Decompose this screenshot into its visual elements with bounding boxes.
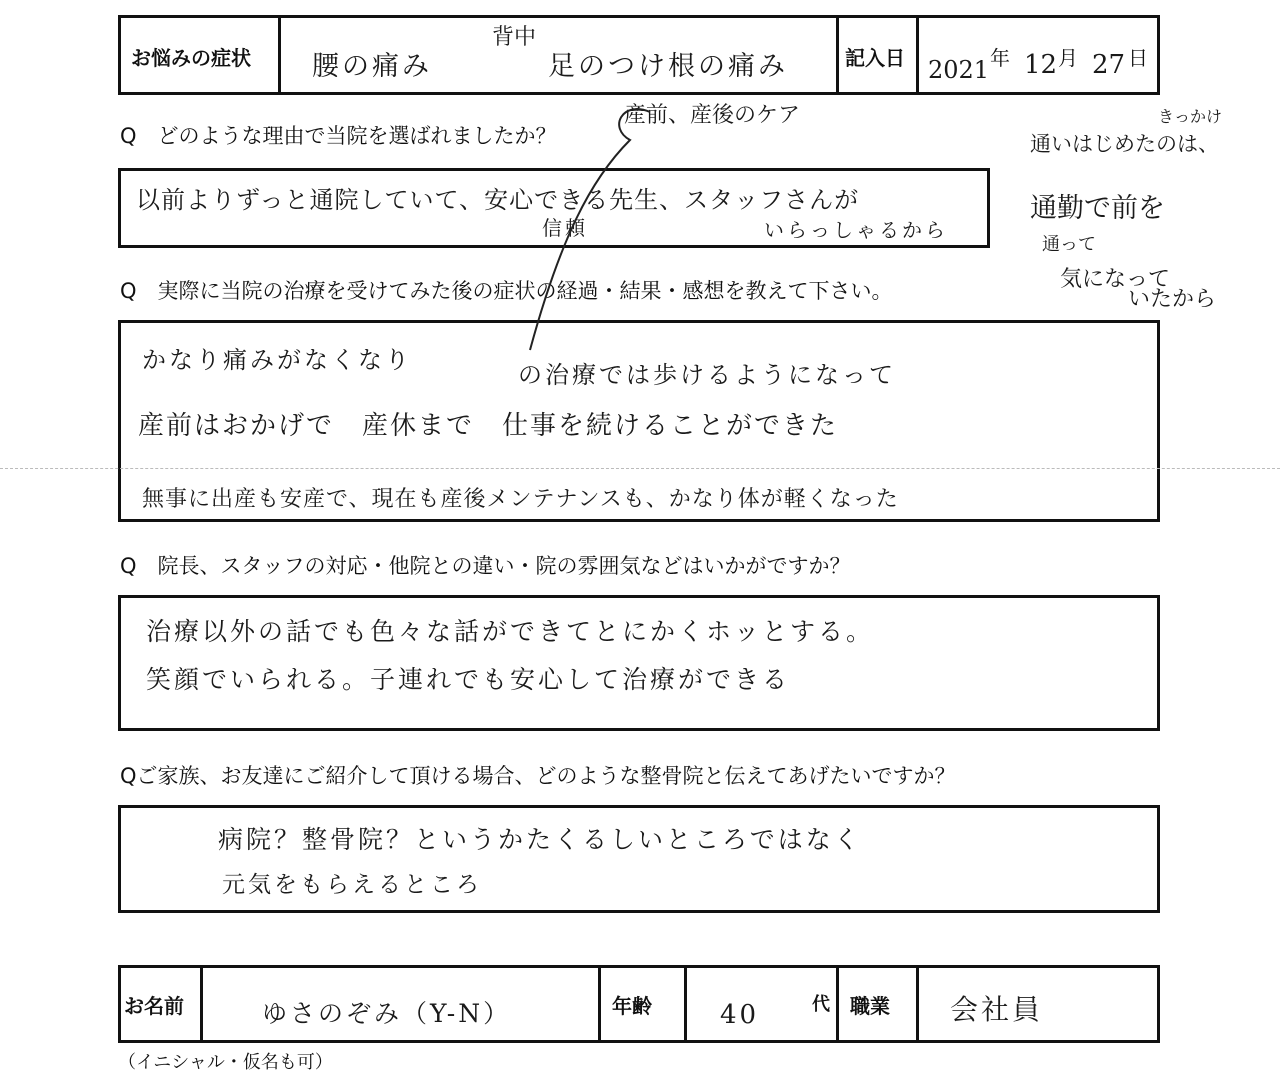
q3-answer-line-2: 笑顔でいられる。子連れでも安心して治療ができる	[146, 665, 791, 694]
year-value: 2021	[928, 56, 990, 84]
name-label: お名前	[124, 994, 184, 1018]
year-unit: 年	[990, 46, 1010, 70]
footer-divider	[916, 965, 919, 1043]
q2-answer-line-1b: の治療では歩けるようになって	[518, 361, 896, 389]
handwritten-arrow	[500, 100, 700, 370]
q1-side-note-5: いたから	[1128, 287, 1217, 312]
footer-divider	[684, 965, 687, 1043]
q1-question: Q どのような理由で当院を選ばれましたか？	[120, 124, 557, 148]
q1-side-note-3: 通って	[1042, 234, 1096, 255]
q2-answer-line-1a: かなり痛みがなくなり	[142, 346, 412, 374]
q1-side-note-4: 気になって	[1060, 267, 1171, 292]
date-label: 記入日	[845, 46, 905, 70]
q4-answer-line-2: 元気をもらえるところ	[222, 872, 482, 898]
job-value: 会社員	[950, 993, 1044, 1026]
footer-divider	[836, 965, 839, 1043]
month-unit: 月	[1058, 46, 1078, 70]
q3-answer-line-1: 治療以外の話でも色々な話ができてとにかくホッとする。	[146, 617, 875, 646]
age-unit: 代	[812, 994, 830, 1015]
day-value: 27	[1092, 50, 1126, 80]
symptom-value-2: 足のつけ根の痛み	[548, 51, 788, 82]
header-divider	[916, 15, 919, 95]
q1-answer-line-2a: 信頼	[542, 216, 588, 240]
paper-fold-line	[0, 468, 1280, 470]
q2-answer-line-2: 産前はおかげで 産休まで 仕事を続けることができた	[138, 411, 839, 441]
name-note: （イニシャル・仮名も可）	[118, 1052, 333, 1073]
q3-question: Q 院長、スタッフの対応・他院との違い・院の雰囲気などはいかがですか？	[120, 554, 851, 578]
footer-divider	[598, 965, 601, 1043]
q1-answer-note-top: 産前、産後のケア	[624, 103, 801, 128]
header-divider	[278, 15, 281, 95]
q1-answer-line-2b: いらっしゃるから	[764, 218, 948, 242]
q2-answer-line-3: 無事に出産も安産で、現在も産後メンテナンスも、かなり体が軽くなった	[142, 487, 899, 512]
q1-side-note-2: 通勤で前を	[1030, 193, 1165, 224]
age-value: 40	[720, 1000, 760, 1030]
header-divider	[836, 15, 839, 95]
age-label: 年齢	[612, 994, 652, 1018]
month-value: 12	[1024, 50, 1058, 80]
day-unit: 日	[1128, 46, 1148, 70]
symptom-value-note: 背中	[492, 25, 537, 50]
q1-answer-line-1: 以前よりずっと通院していて、安心できる先生、スタッフさんが	[136, 186, 860, 214]
q1-side-note-1: 通いはじめたのは、	[1030, 132, 1219, 156]
footer-divider	[200, 965, 203, 1043]
symptom-label: お悩みの症状	[131, 46, 251, 70]
name-value: ゆさのぞみ（Y-N）	[262, 999, 512, 1028]
q4-question: Qご家族、お友達にご紹介して頂ける場合、どのような整骨院と伝えてあげたいですか？	[120, 764, 956, 788]
q2-question: Q 実際に当院の治療を受けてみた後の症状の経過・結果・感想を教えて下さい。	[120, 279, 893, 303]
job-label: 職業	[850, 994, 890, 1018]
q4-answer-line-1: 病院？整骨院？というかたくるしいところではなく	[218, 825, 862, 854]
symptom-value: 腰の痛み	[312, 51, 432, 82]
q1-side-note-small: きっかけ	[1158, 107, 1223, 126]
